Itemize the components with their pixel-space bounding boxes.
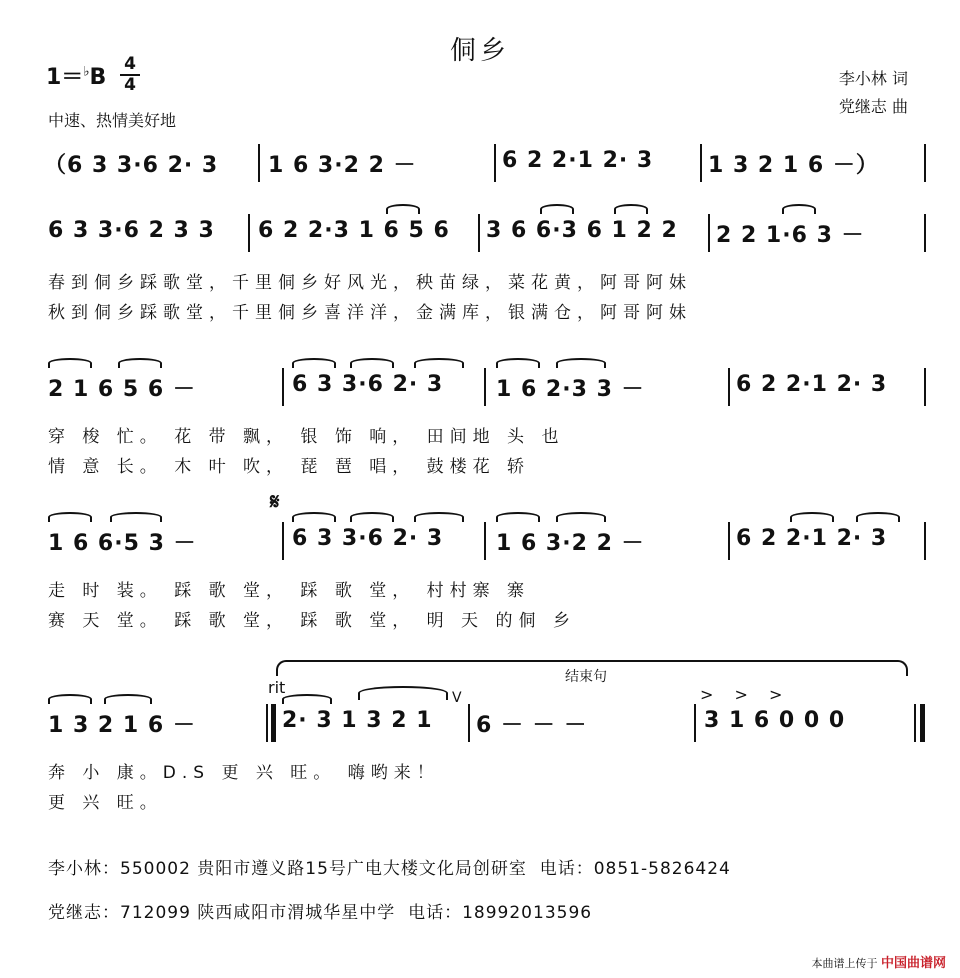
contact-lyricist: 李小林：550002 贵阳市遵义路15号广电大楼文化局创研室 电话：0851-5826424 — [48, 859, 731, 879]
lyricist-credit: 李小林 词 — [838, 69, 908, 88]
measure-3: 6 2 2·1 2· 3 — [502, 148, 654, 173]
score-row-3 — [0, 372, 960, 412]
segno-sign: 𝄋 — [270, 490, 280, 515]
measure-14: 6 3 3·6 2· 3 — [292, 526, 444, 551]
time-signature — [120, 56, 140, 94]
ritardando-marking: rit — [268, 678, 286, 697]
key-prefix: 1＝ — [46, 65, 84, 90]
measure-20: 3 1 6 0 0 0 — [704, 708, 846, 733]
lyric-row-4-verse-1: 走 时 装。 踩 歌 堂， 踩 歌 堂， 村村寨 寨 — [48, 581, 531, 601]
measure-16: 6 2 2·1 2· 3 — [736, 526, 888, 551]
measure-15: 1 6 3·2 2 － — [496, 531, 645, 556]
measure-12: 6 2 2·1 2· 3 — [736, 372, 888, 397]
time-top: 4 — [124, 54, 136, 74]
measure-7: 3 6 6·3 6 1 2 2 — [486, 218, 678, 243]
measure-11: 1 6 2·3 3 － — [496, 377, 645, 402]
watermark-logo: 中国曲谱网 — [880, 956, 946, 971]
accent-marks: > > > — [700, 685, 791, 704]
score-row-5 — [0, 708, 960, 748]
ending-label: 结束句 — [565, 669, 607, 685]
measure-5: 6 3 3·6 2 3 3 — [48, 218, 215, 243]
lyric-row-5-verse-2: 更 兴 旺。 — [48, 793, 163, 813]
key-note: B — [89, 65, 107, 90]
measure-10: 6 3 3·6 2· 3 — [292, 372, 444, 397]
contact-composer: 党继志：712099 陕西咸阳市渭城华星中学 电话：18992013596 — [48, 903, 593, 923]
measure-18: 2· 3 1 3 2 1 — [282, 708, 433, 733]
lyric-row-2-verse-1: 春到侗乡踩歌堂，千里侗乡好风光，秧苗绿，菜花黄，阿哥阿妹 — [48, 273, 692, 293]
composer-credit: 党继志 曲 — [838, 97, 908, 116]
measure-13: 1 6 6·5 3 － — [48, 531, 197, 556]
lyric-row-5-verse-1: 奔 小 康。D.S 更 兴 旺。 嗨哟来！ — [48, 763, 440, 783]
score-row-1 — [0, 148, 960, 188]
lyric-row-2-verse-2: 秋到侗乡踩歌堂，千里侗乡喜洋洋，金满库，银满仓，阿哥阿妹 — [48, 303, 692, 323]
measure-9: 2 1 6 5 6 － — [48, 377, 196, 402]
measure-17: 1 3 2 1 6 － — [48, 713, 196, 738]
measure-19: 6 － － － — [476, 713, 588, 738]
lyric-row-4-verse-2: 赛 天 堂。 踩 歌 堂， 踩 歌 堂， 明 天 的侗 乡 — [48, 611, 576, 631]
lyric-row-3-verse-1: 穿 梭 忙。 花 带 飘， 银 饰 响， 田间地 头 也 — [48, 427, 565, 447]
measure-4: 1 3 2 1 6 －） — [708, 153, 879, 178]
measure-2: 1 6 3·2 2 － — [268, 153, 417, 178]
measure-1: （6 3 3·6 2· 3 — [44, 153, 219, 178]
watermark-text: 本曲谱上传于 — [811, 957, 878, 970]
lyric-row-3-verse-2: 情 意 长。 木 叶 吹， 琵 琶 唱， 鼓楼花 轿 — [48, 457, 531, 477]
tempo-marking: 中速、热情美好地 — [48, 111, 177, 130]
score-row-4 — [0, 526, 960, 566]
key-signature — [46, 60, 106, 91]
watermark — [811, 952, 946, 971]
time-bottom: 4 — [124, 75, 136, 95]
flat-sign: ♭ — [83, 64, 90, 80]
measure-8: 2 2 1·6 3 － — [716, 223, 865, 248]
score-row-2 — [0, 218, 960, 258]
measure-6: 6 2 2·3 1 6 5 6 — [258, 218, 450, 243]
score-title: 侗乡 — [449, 36, 510, 66]
breath-mark: V — [452, 690, 462, 706]
